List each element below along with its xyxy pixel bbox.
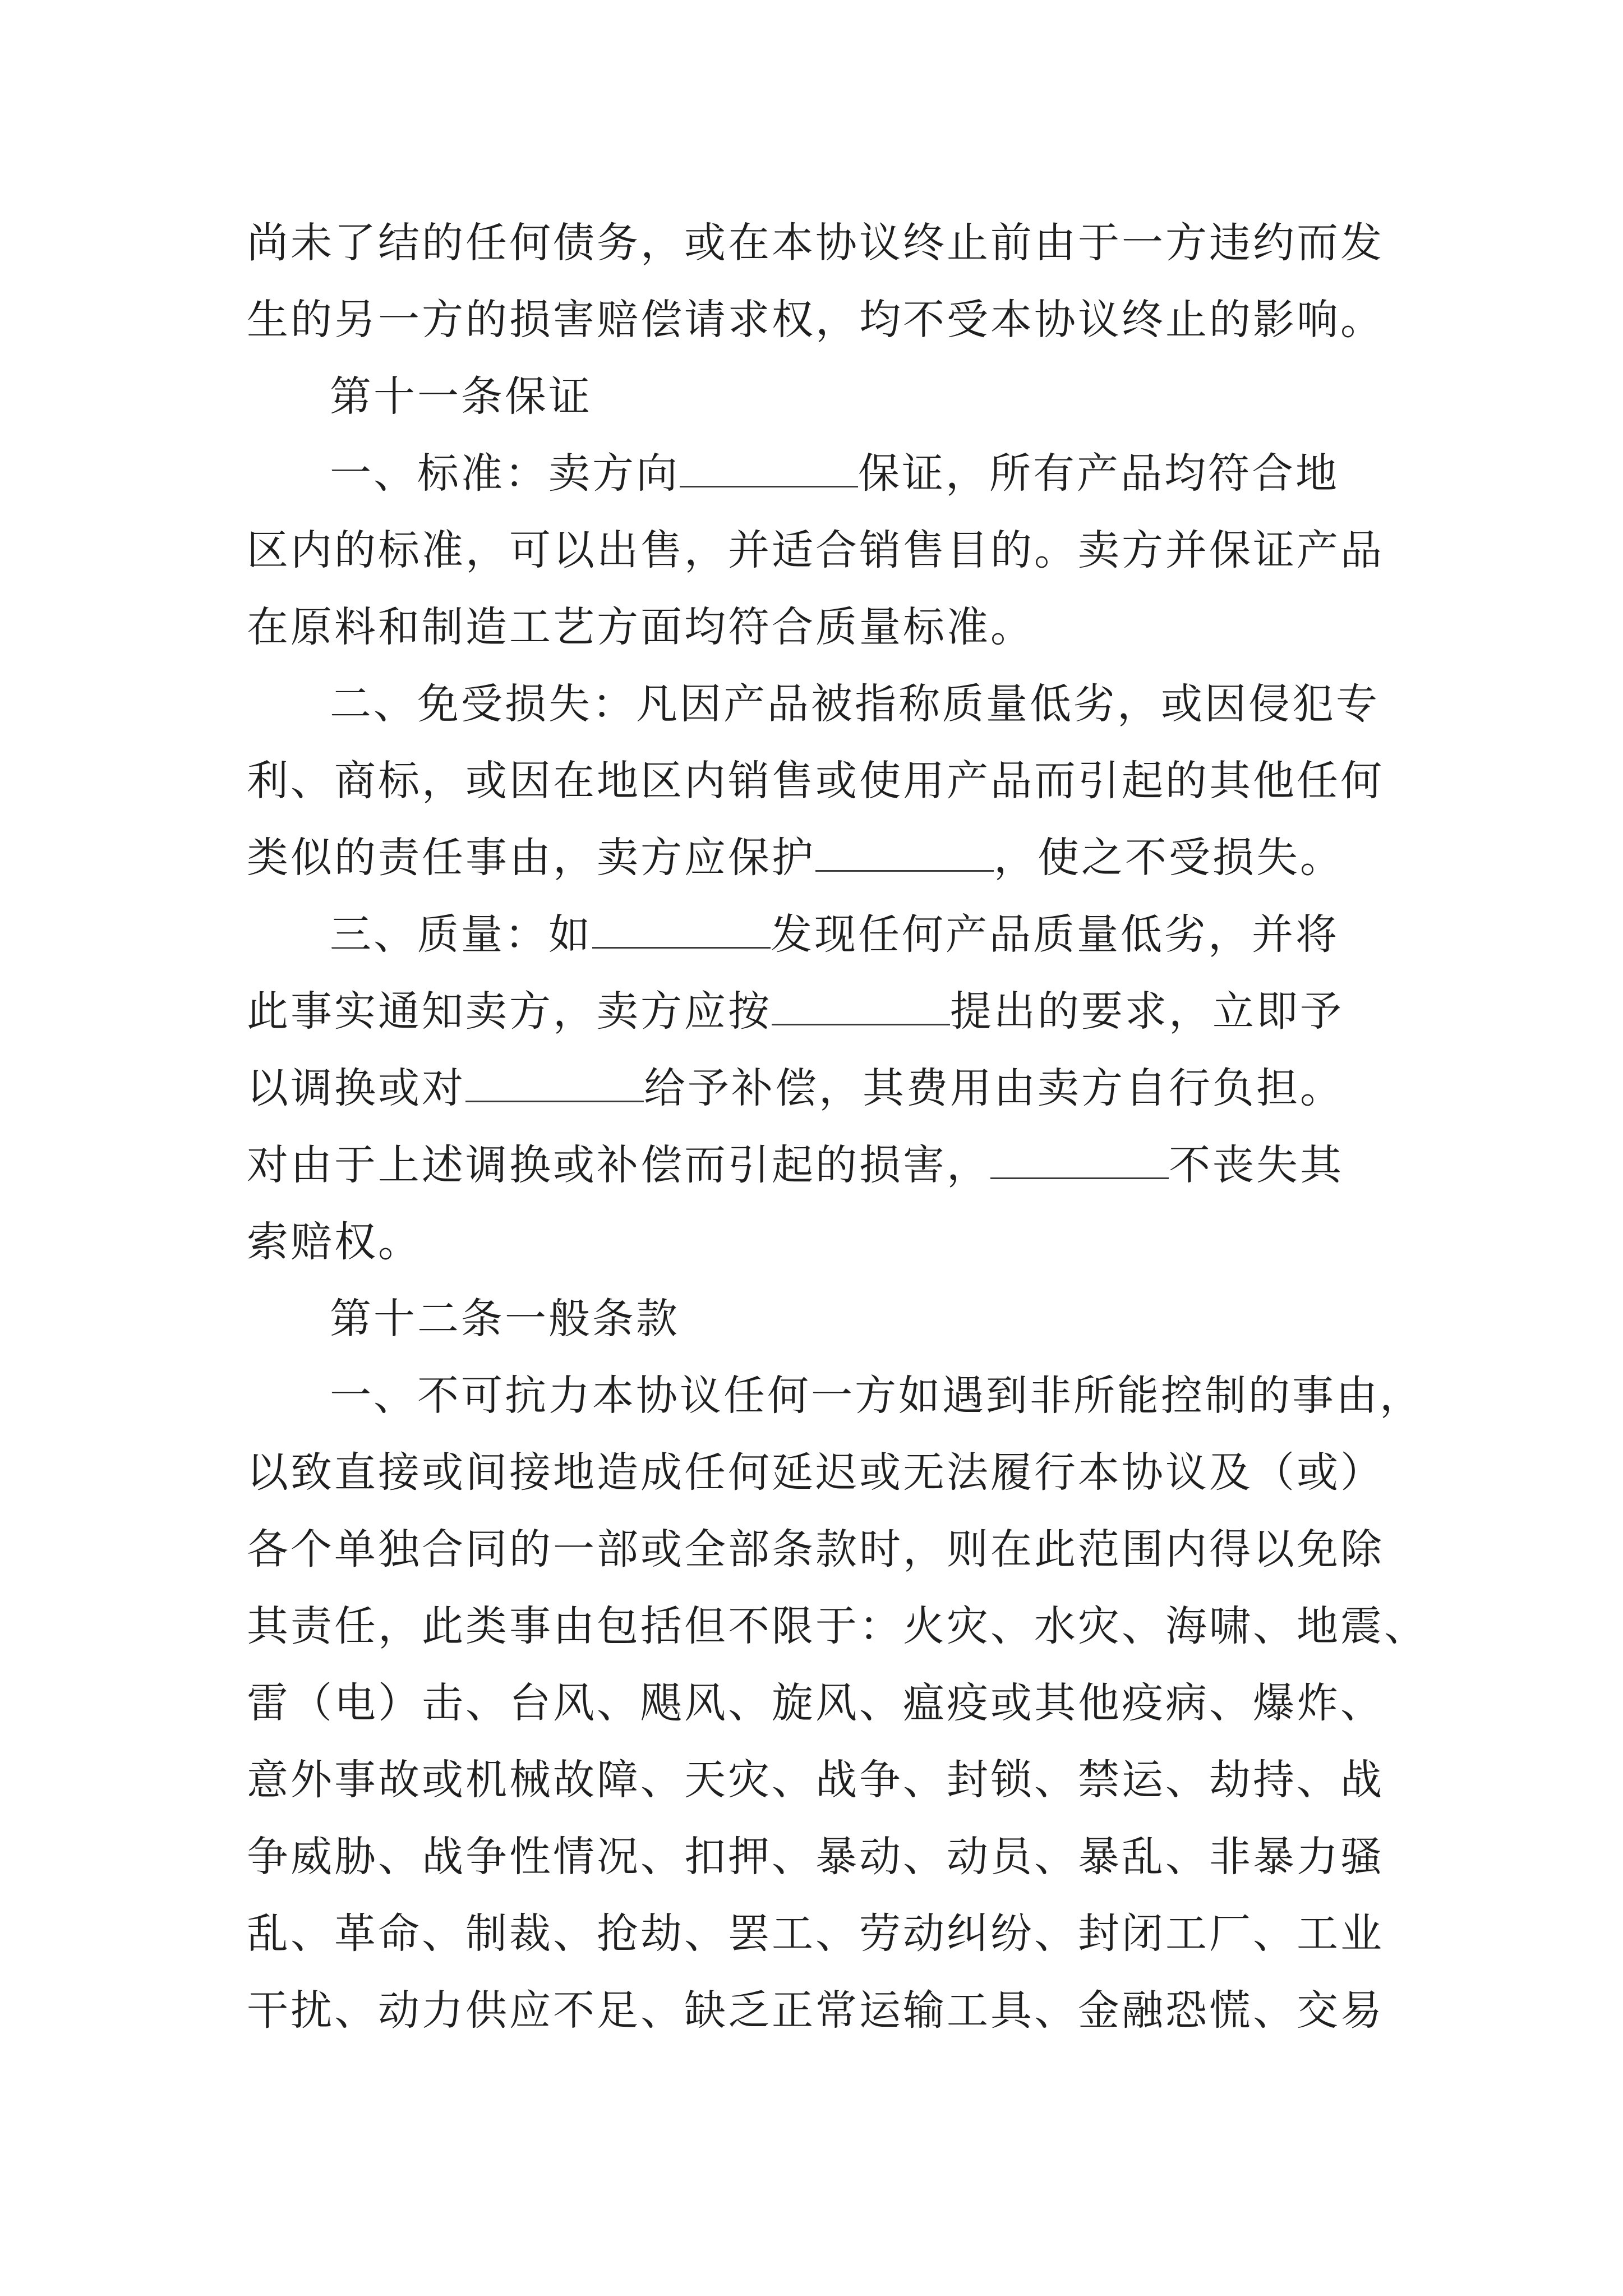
text-segment: ，使之不受损失。 (994, 834, 1344, 882)
text-line (247, 743, 1391, 820)
fill-in-blank (772, 989, 950, 1025)
text-segment: 各个单独合同的一部或全部条款时，则在此范围内得以免除 (247, 1525, 1384, 1573)
fill-in-blank (815, 835, 994, 872)
text-segment: 二、免受损失：凡因产品被指称质量低劣，或因侵犯专 (330, 680, 1380, 728)
text-segment: 对由于上述调换或补偿而引起的损害， (247, 1141, 990, 1189)
text-line (247, 1895, 1391, 1972)
text-line (247, 435, 1391, 512)
text-segment: 生的另一方的损害赔偿请求权，均不受本协议终止的影响。 (247, 296, 1384, 344)
text-segment: 雷（电）击、台风、飓风、旋风、瘟疫或其他疫病、爆炸、 (247, 1679, 1384, 1727)
text-segment: 给予补偿，其费用由卖方自行负担。 (644, 1064, 1344, 1112)
text-line (247, 1434, 1391, 1511)
text-line (247, 282, 1391, 358)
text-segment: 其责任，此类事由包括但不限于：火灾、水灾、海啸、地震、 (247, 1602, 1428, 1650)
text-line (247, 1665, 1391, 1742)
text-line (247, 589, 1391, 666)
text-segment: 以调换或对 (247, 1064, 465, 1112)
text-segment: 提出的要求，立即予 (950, 987, 1344, 1036)
text-line (247, 1127, 1391, 1204)
text-segment: 区内的标准，可以出售，并适合销售目的。卖方并保证产品 (247, 526, 1384, 574)
text-segment: 在原料和制造工艺方面均符合质量标准。 (247, 603, 1034, 651)
fill-in-blank (592, 912, 771, 949)
text-line (247, 1819, 1391, 1895)
text-line (247, 896, 1391, 973)
text-line (247, 666, 1391, 743)
text-segment: 争威胁、战争性情况、扣押、暴动、动员、暴乱、非暴力骚 (247, 1833, 1384, 1881)
text-segment: 一、标准：卖方向 (330, 449, 680, 498)
text-line (247, 1050, 1391, 1127)
text-line (247, 1972, 1391, 2049)
article-12-heading (247, 1281, 1391, 1358)
text-segment: 一、不可抗力本协议任何一方如遇到非所能控制的事由， (330, 1372, 1423, 1420)
fill-in-blank (990, 1143, 1169, 1179)
fill-in-blank (465, 1066, 644, 1102)
text-line (247, 1742, 1391, 1819)
text-line (247, 512, 1391, 589)
text-segment: 第十一条保证 (330, 372, 592, 421)
text-segment: 类似的责任事由，卖方应保护 (247, 834, 815, 882)
fill-in-blank (680, 451, 858, 487)
article-11-heading (247, 358, 1391, 435)
text-segment: 以致直接或间接地造成任何延迟或无法履行本协议及（或） (247, 1448, 1384, 1497)
text-segment: 乱、革命、制裁、抢劫、罢工、劳动纠纷、封闭工厂、工业 (247, 1910, 1384, 1958)
text-line (247, 205, 1391, 282)
text-segment: 意外事故或机械故障、天灾、战争、封锁、禁运、劫持、战 (247, 1756, 1384, 1804)
text-segment: 保证，所有产品均符合地 (858, 449, 1339, 498)
text-line (247, 1204, 1391, 1281)
text-segment: 此事实通知卖方，卖方应按 (247, 987, 772, 1036)
text-segment: 第十二条一般条款 (330, 1295, 680, 1343)
text-segment: 不丧失其 (1169, 1141, 1344, 1189)
document-body (247, 205, 1428, 2049)
text-line (247, 1588, 1428, 1665)
text-segment: 三、质量：如 (330, 910, 592, 959)
text-segment: 索赔权。 (247, 1218, 422, 1266)
text-line (247, 820, 1391, 896)
text-line (247, 1358, 1423, 1434)
text-segment: 干扰、动力供应不足、缺乏正常运输工具、金融恐慌、交易 (247, 1986, 1384, 2035)
text-segment: 发现任何产品质量低劣，并将 (771, 910, 1339, 959)
text-segment: 尚未了结的任何债务，或在本协议终止前由于一方违约而发 (247, 219, 1384, 267)
text-line (247, 1511, 1391, 1588)
text-segment: 利、商标，或因在地区内销售或使用产品而引起的其他任何 (247, 757, 1384, 805)
text-line (247, 973, 1391, 1050)
